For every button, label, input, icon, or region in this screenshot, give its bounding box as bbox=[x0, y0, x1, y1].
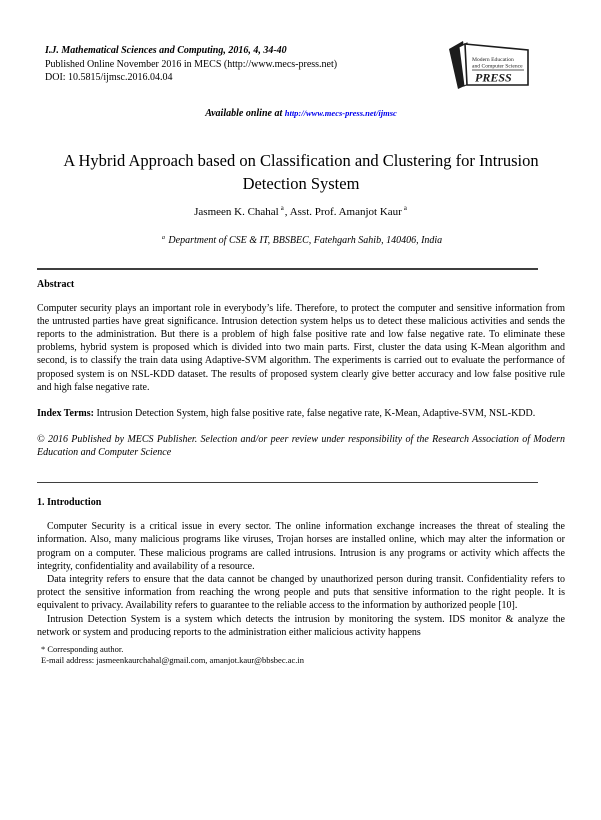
author-1-affiliation-mark: a bbox=[280, 205, 284, 213]
logo-org-line2: and Computer Science bbox=[472, 63, 523, 70]
copyright-notice: © 2016 Published by MECS Publisher. Selection and/or peer review under responsibility of the Research Association of Modern Education and Computer Science bbox=[37, 434, 565, 459]
authors-line bbox=[37, 206, 565, 218]
email-address-note: E-mail address: jasmeenkaurchahal@gmail.com, amanjot.kaur@bbsbec.ac.in bbox=[41, 654, 305, 665]
author-separator: , bbox=[284, 206, 290, 218]
index-terms-label: Index Terms: bbox=[37, 408, 94, 420]
intro-paragraph-2: Data integrity refers to ensure that the data cannot be changed by unauthorized person during transit. Confidentiality refers to protect the sensitive information from reaching the wrong people and puts that sensitive information to the right people. It is equivalent to privacy. Availability refers to guarantee to the reliable access to the information by authorized people [10]. bbox=[37, 574, 565, 612]
introduction-heading: 1. Introduction bbox=[37, 497, 102, 509]
intro-paragraph-1: Computer Security is a critical issue in every sector. The online information exchange increases the threat of stealing the information. Also, many malicious programs like viruses, Trojan horses are installed online, which may alter the information or program on a computer. These malicious programs are called intrusions. Intrusion is any programs or activity which affects the integrity, confidentiality and availability of a resource. bbox=[37, 521, 565, 572]
doi-line: DOI: 10.5815/ijmsc.2016.04.04 bbox=[45, 72, 173, 83]
available-online-prefix: Available online at bbox=[205, 108, 285, 119]
journal-title-line: I.J. Mathematical Sciences and Computing, 2016, 4, 34-40 bbox=[45, 45, 287, 56]
journal-url-link[interactable]: http://www.mecs-press.net/ijmsc bbox=[284, 108, 397, 118]
intro-paragraph-3: Intrusion Detection System is a system which detects the intrusion by monitoring the system. IDS monitor & analyze the network or system and producing reports to the administration either malicious activity happens bbox=[37, 613, 565, 638]
abstract-heading: Abstract bbox=[37, 278, 75, 290]
paper-title: A Hybrid Approach based on Classification and Clustering for Intrusion Detection System bbox=[63, 151, 539, 193]
logo-org-line1: Modern Education bbox=[472, 57, 514, 63]
affiliation-line bbox=[37, 235, 565, 246]
author-name-1: Jasmeen K. Chahal bbox=[194, 206, 279, 218]
affiliation-text: Department of CSE & IT, BBSBEC, Fatehgarh Sahib, 140406, India bbox=[165, 235, 443, 246]
logo-press-label: PRESS bbox=[475, 70, 512, 85]
available-online-line bbox=[37, 108, 565, 119]
index-terms bbox=[37, 407, 565, 420]
corresponding-author-note: * Corresponding author. bbox=[41, 644, 124, 655]
abstract-body: Computer security plays an important role in everybody’s life. Therefore, to protect the computer and sensitive information from the untrusted parties have great significance. Intrusion detection system helps us to detect these malicious activities and sends the reports to the administration. But there is a problem of high false positive rate and low false negative rate. To eliminate these problems, hybrid system is proposed which is divided into two main parts. First, cluster the data using K-Mean algorithm and second, is to classify the train data using Adaptive-SVM algorithm. The experiments is carried out to evaluate the performance of proposed system is on NSL-KDD dataset. The results of proposed system clearly give better accuracy and low false positive rule and high false negative rate. bbox=[37, 302, 565, 393]
published-online-line: Published Online November 2016 in MECS (http://www.mecs-press.net) bbox=[45, 58, 338, 70]
section-divider-top bbox=[37, 268, 538, 270]
index-terms-list: Intrusion Detection System, high false positive rate, false negative rate, K-Mean, Adaptive-SVM, NSL-KDD. bbox=[93, 408, 536, 420]
author-name-2: Asst. Prof. Amanjot Kaur bbox=[289, 206, 402, 218]
section-divider-bottom bbox=[37, 482, 538, 484]
footnote bbox=[41, 644, 565, 665]
affiliation-mark: a bbox=[161, 233, 165, 241]
author-2-affiliation-mark: a bbox=[403, 205, 407, 213]
main-column bbox=[37, 0, 565, 665]
